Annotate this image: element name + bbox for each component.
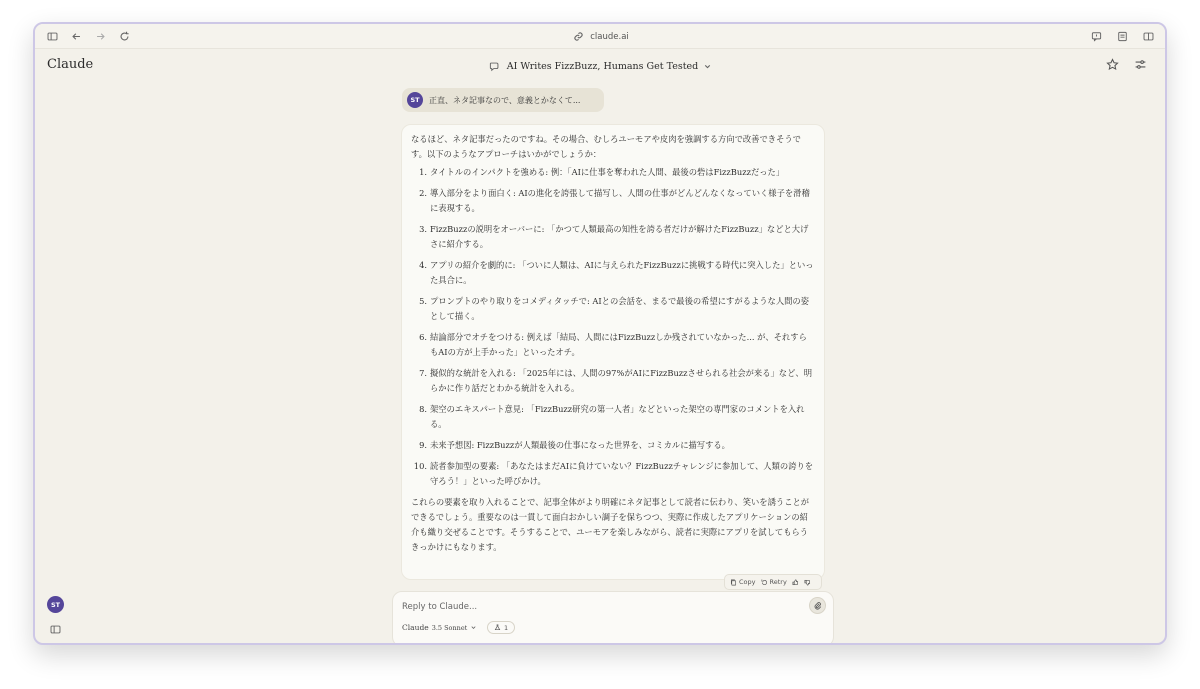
chevron-down-icon bbox=[703, 59, 712, 73]
message-actions bbox=[724, 574, 822, 590]
sidebar-open-button[interactable] bbox=[48, 620, 62, 639]
back-arrow-icon[interactable] bbox=[69, 29, 83, 43]
reply-input[interactable] bbox=[402, 598, 782, 616]
retry-label: Retry bbox=[769, 578, 787, 586]
thumbs-down-button[interactable] bbox=[804, 579, 811, 586]
suggestion-item bbox=[411, 330, 815, 360]
suggestion-item bbox=[411, 366, 815, 396]
copy-icon bbox=[730, 579, 737, 586]
projects-button[interactable] bbox=[487, 621, 515, 634]
browser-window bbox=[33, 22, 1167, 645]
suggestion-text: アプリの紹介を劇的に: 「ついに人類は、AIに与えられたFizzBuzzに挑戦する時代に突入した」といった具合に。 bbox=[430, 260, 814, 285]
sidebar-icon bbox=[48, 623, 62, 637]
projects-count: 1 bbox=[504, 623, 509, 632]
link-icon bbox=[571, 30, 585, 44]
conversation-header bbox=[35, 57, 1165, 75]
suggestion-item bbox=[411, 222, 815, 252]
suggestion-number: 3. bbox=[419, 224, 427, 234]
suggestion-text: 導入部分をより面白く: AIの進化を誇張して描写し、人間の仕事がどんどんなくなっていく様子を滑稽に表現する。 bbox=[430, 188, 810, 213]
model-selector[interactable] bbox=[402, 623, 477, 632]
suggestion-number: 4. bbox=[419, 260, 427, 270]
reply-composer bbox=[392, 591, 834, 645]
suggestion-text: プロンプトのやり取りをコメディタッチで: AIとの会話を、まるで最後の希望にすがるような人間の姿として描く。 bbox=[430, 296, 810, 321]
suggestion-number: 7. bbox=[419, 368, 427, 378]
copy-label: Copy bbox=[739, 578, 756, 586]
reload-icon[interactable] bbox=[117, 29, 131, 43]
model-name: Claude bbox=[402, 623, 429, 632]
account-menu[interactable] bbox=[47, 596, 64, 613]
suggestion-text: 架空のエキスパート意見: 「FizzBuzz研究の第一人者」などといった架空の専門家のコメントを入れる。 bbox=[430, 404, 805, 429]
suggestion-list bbox=[411, 165, 815, 489]
forward-arrow-icon[interactable] bbox=[93, 29, 107, 43]
assistant-outro: これらの要素を取り入れることで、記事全体がより明確にネタ記事として読者に伝わり、笑いを誘うことができるでしょう。重要なのは一貫して面白おかしい調子を保ちつつ、実際に作成したアプリケーションの紹介も織り交ぜることです。そうすることで、ユーモアを楽しみながら、読者に実際にアプリを試してもらうきっかけにもなります。 bbox=[411, 497, 810, 552]
suggestion-item bbox=[411, 165, 815, 180]
suggestion-number: 9. bbox=[419, 440, 427, 450]
attach-button[interactable] bbox=[809, 597, 826, 614]
user-message-text: 正直、ネタ記事なので、意義とかなくて... bbox=[429, 95, 581, 105]
suggestion-item bbox=[411, 258, 815, 288]
address-bar[interactable] bbox=[35, 24, 1165, 49]
user-message[interactable] bbox=[402, 88, 604, 112]
copy-button[interactable] bbox=[730, 578, 756, 586]
suggestion-text: 擬似的な統計を入れる: 「2025年には、人間の97%がAIにFizzBuzzさせられる社会が来る」など、明らかに作り話だとわかる統計を入れる。 bbox=[430, 368, 812, 393]
user-avatar: ST bbox=[407, 92, 423, 108]
suggestion-text: 未来予想図: FizzBuzzが人類最後の仕事になった世界を、コミカルに描写する。 bbox=[430, 440, 730, 450]
thumbs-down-icon bbox=[804, 579, 811, 586]
paperclip-icon bbox=[813, 601, 822, 610]
suggestion-text: FizzBuzzの説明をオーバーに: 「かつて人類最高の知性を誇る者だけが解けたFizzBuzz」などと大げさに紹介する。 bbox=[430, 224, 809, 249]
claude-logo[interactable]: Claude bbox=[47, 57, 94, 72]
suggestion-number: 5. bbox=[419, 296, 427, 306]
star-icon[interactable] bbox=[1105, 57, 1119, 71]
suggestion-item bbox=[411, 459, 815, 489]
suggestion-number: 1. bbox=[419, 167, 427, 177]
suggestion-item bbox=[411, 402, 815, 432]
thumbs-up-button[interactable] bbox=[792, 579, 799, 586]
conversation-title: AI Writes FizzBuzz, Humans Get Tested bbox=[506, 60, 699, 72]
retry-icon bbox=[761, 579, 768, 586]
suggestion-number: 10. bbox=[413, 461, 427, 471]
model-version: 3.5 Sonnet bbox=[431, 623, 468, 632]
account-avatar: ST bbox=[47, 596, 64, 613]
suggestion-number: 2. bbox=[419, 188, 427, 198]
chevron-down-icon bbox=[470, 624, 477, 631]
flask-icon bbox=[494, 624, 501, 631]
thumbs-up-icon bbox=[792, 579, 799, 586]
suggestion-text: タイトルのインパクトを強める: 例：「AIに仕事を奪われた人間、最後の砦はFizzBuzzだった」 bbox=[430, 167, 785, 177]
assistant-message bbox=[401, 124, 825, 580]
browser-toolbar bbox=[35, 24, 1165, 49]
suggestion-text: 読者参加型の要素: 「あなたはまだAIに負けていない？FizzBuzzチャレンジに参加して、人類の誇りを守ろう！」といった呼びかけ。 bbox=[430, 461, 814, 486]
assistant-intro: なるほど、ネタ記事だったのですね。その場合、むしろユーモアや皮肉を強調する方向で改善できそうです。以下のようなアプローチはいかがでしょうか： bbox=[411, 134, 801, 159]
sidebar-toggle-icon[interactable] bbox=[45, 29, 59, 43]
suggestion-text: 結論部分でオチをつける: 例えば「結局、人間にはFizzBuzzしか残されていなかった... が、それすらもAIの方が上手かった」といったオチ。 bbox=[430, 332, 807, 357]
reader-icon[interactable] bbox=[1115, 29, 1129, 43]
settings-sliders-icon[interactable] bbox=[1133, 57, 1147, 71]
suggestion-item bbox=[411, 186, 815, 216]
url-text: claude.ai bbox=[590, 31, 629, 42]
chat-bubble-icon bbox=[488, 59, 502, 73]
suggestion-item bbox=[411, 438, 815, 453]
suggestion-item bbox=[411, 294, 815, 324]
conversation-title-button[interactable] bbox=[488, 59, 712, 73]
split-view-icon[interactable] bbox=[1141, 29, 1155, 43]
feedback-icon[interactable] bbox=[1089, 29, 1103, 43]
suggestion-number: 8. bbox=[419, 404, 427, 414]
retry-button[interactable] bbox=[761, 578, 787, 586]
suggestion-number: 6. bbox=[419, 332, 427, 342]
